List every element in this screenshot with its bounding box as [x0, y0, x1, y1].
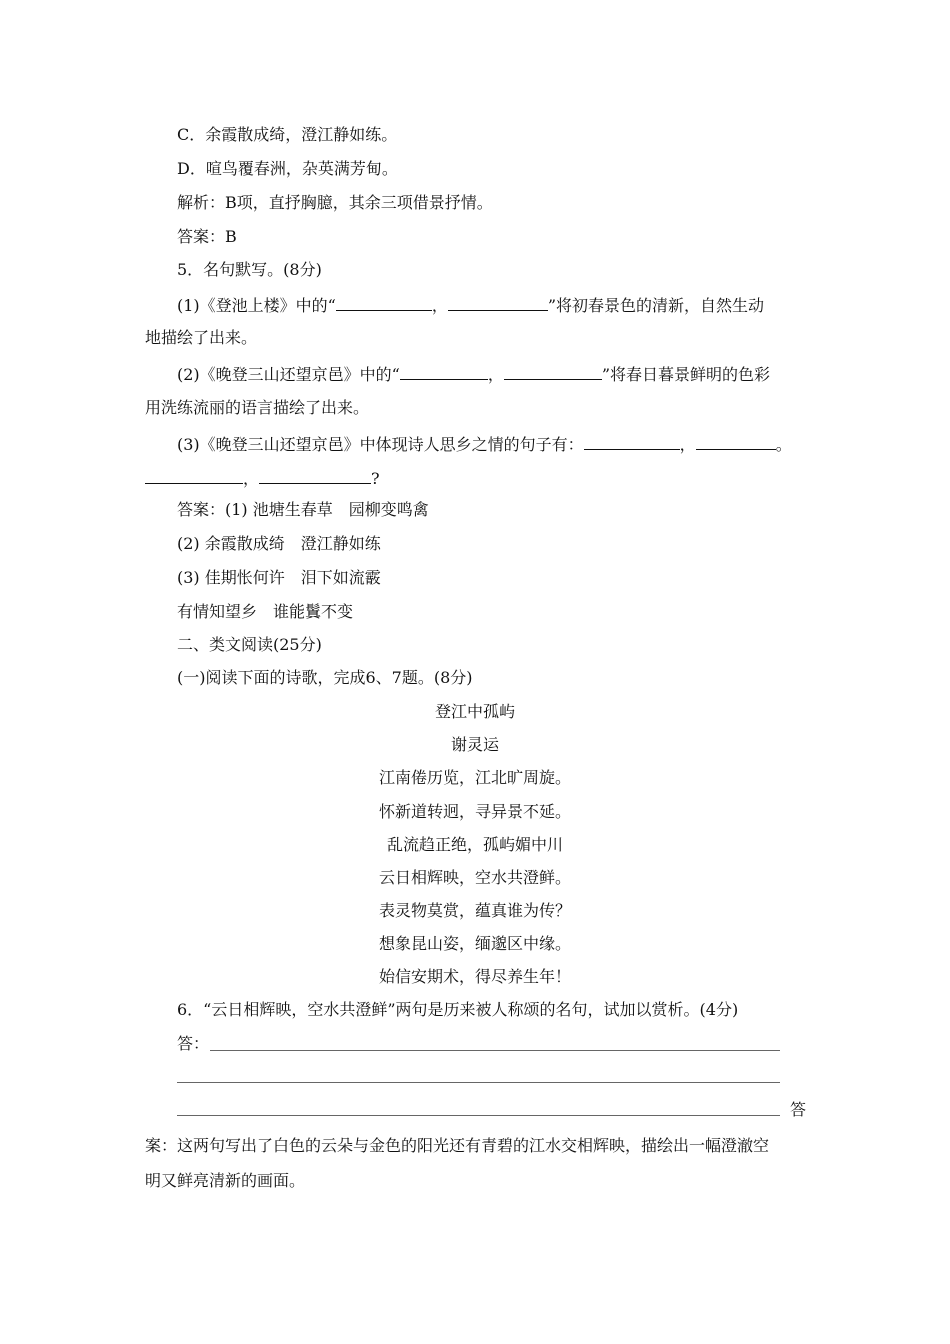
answer-6-text: 案：这两句写出了白色的云朵与金色的阳光还有青碧的江水交相辉映，描绘出一幅澄澈空 [145, 1136, 770, 1155]
fill-blank[interactable] [448, 293, 548, 311]
fill-blank[interactable] [584, 432, 680, 450]
q5-2-comma: ， [487, 365, 504, 384]
q5-3-period: 。 [775, 435, 792, 454]
poem-line: 江南倦历览，江北旷周旋。 [378, 768, 571, 787]
q5-2-prefix: (2)《晚登三山还望京邑》中的“ [177, 365, 400, 384]
option-d: D．喧鸟覆春洲，杂英满芳甸。 [177, 159, 398, 178]
poem-line: 云日相辉映，空水共澄鲜。 [378, 868, 571, 887]
poem-title: 登江中孤屿 [434, 702, 515, 721]
analysis-text: 解析：B项，直抒胸臆，其余三项借景抒情。 [177, 193, 493, 212]
answer-line[interactable] [177, 1115, 780, 1116]
answer-5-4: 有情知望乡 谁能鬒不变 [177, 602, 354, 621]
answer-text: 答案：B [177, 227, 237, 246]
question-5-title: 5．名句默写。(8分) [177, 260, 322, 279]
fill-blank[interactable] [696, 432, 776, 450]
answer-label: 答： [177, 1034, 210, 1053]
q5-3-question-mark: ? [371, 469, 380, 488]
question-6: 6．“云日相辉映，空水共澄鲜”两句是历来被人称颂的名句，试加以赏析。(4分) [177, 1000, 739, 1019]
option-c: C．余霞散成绮，澄江静如练。 [177, 125, 398, 144]
q5-3-prefix: (3)《晚登三山还望京邑》中体现诗人思乡之情的句子有： [177, 435, 584, 454]
poem-author: 谢灵运 [450, 735, 499, 754]
answer-line[interactable] [177, 1082, 780, 1083]
poem-line: 表灵物莫赏，蕴真谁为传？ [378, 901, 571, 920]
reading-instruction: (一)阅读下面的诗歌，完成6、7题。(8分) [177, 668, 473, 687]
answer-5-2: (2) 余霞散成绮 澄江静如练 [177, 534, 381, 553]
question-5-2 [177, 362, 770, 386]
answer-5-3: (3) 佳期怅何许 泪下如流霰 [177, 568, 381, 587]
question-5-3 [177, 432, 792, 456]
q5-3-comma: ， [679, 435, 696, 454]
answer-line[interactable] [210, 1050, 780, 1051]
q5-1-comma: ， [431, 296, 448, 315]
question-5-2-continued: 用洗练流丽的语言描绘了出来。 [145, 398, 370, 417]
q5-1-prefix: (1)《登池上楼》中的“ [177, 296, 336, 315]
fill-blank[interactable] [504, 362, 602, 380]
poem-line: 乱流趋正绝，孤屿媚中川 [386, 835, 563, 854]
section-heading: 二、类文阅读(25分) [177, 635, 322, 654]
answer-5-1: 答案：(1) 池塘生春草 园柳变鸣禽 [177, 500, 429, 519]
fill-blank[interactable] [400, 362, 488, 380]
answer-6-text-continued: 明又鲜亮清新的画面。 [145, 1171, 306, 1190]
poem-line: 始信安期术，得尽养生年！ [378, 967, 571, 986]
question-5-3-continued [145, 466, 380, 490]
fill-blank[interactable] [145, 466, 243, 484]
q5-3-cont-comma: ， [243, 469, 260, 488]
fill-blank[interactable] [259, 466, 371, 484]
poem-line: 怀新道转迥，寻异景不延。 [378, 802, 571, 821]
poem-line: 想象昆山姿，缅邈区中缘。 [378, 934, 571, 953]
q5-1-suffix: ”将初春景色的清新，自然生动 [547, 296, 765, 315]
question-5-1-continued: 地描绘了出来。 [145, 328, 258, 347]
question-5-1 [177, 293, 764, 317]
q5-2-suffix: ”将春日暮景鲜明的色彩 [601, 365, 771, 384]
answer-tail: 答 [790, 1100, 807, 1119]
fill-blank[interactable] [336, 293, 432, 311]
